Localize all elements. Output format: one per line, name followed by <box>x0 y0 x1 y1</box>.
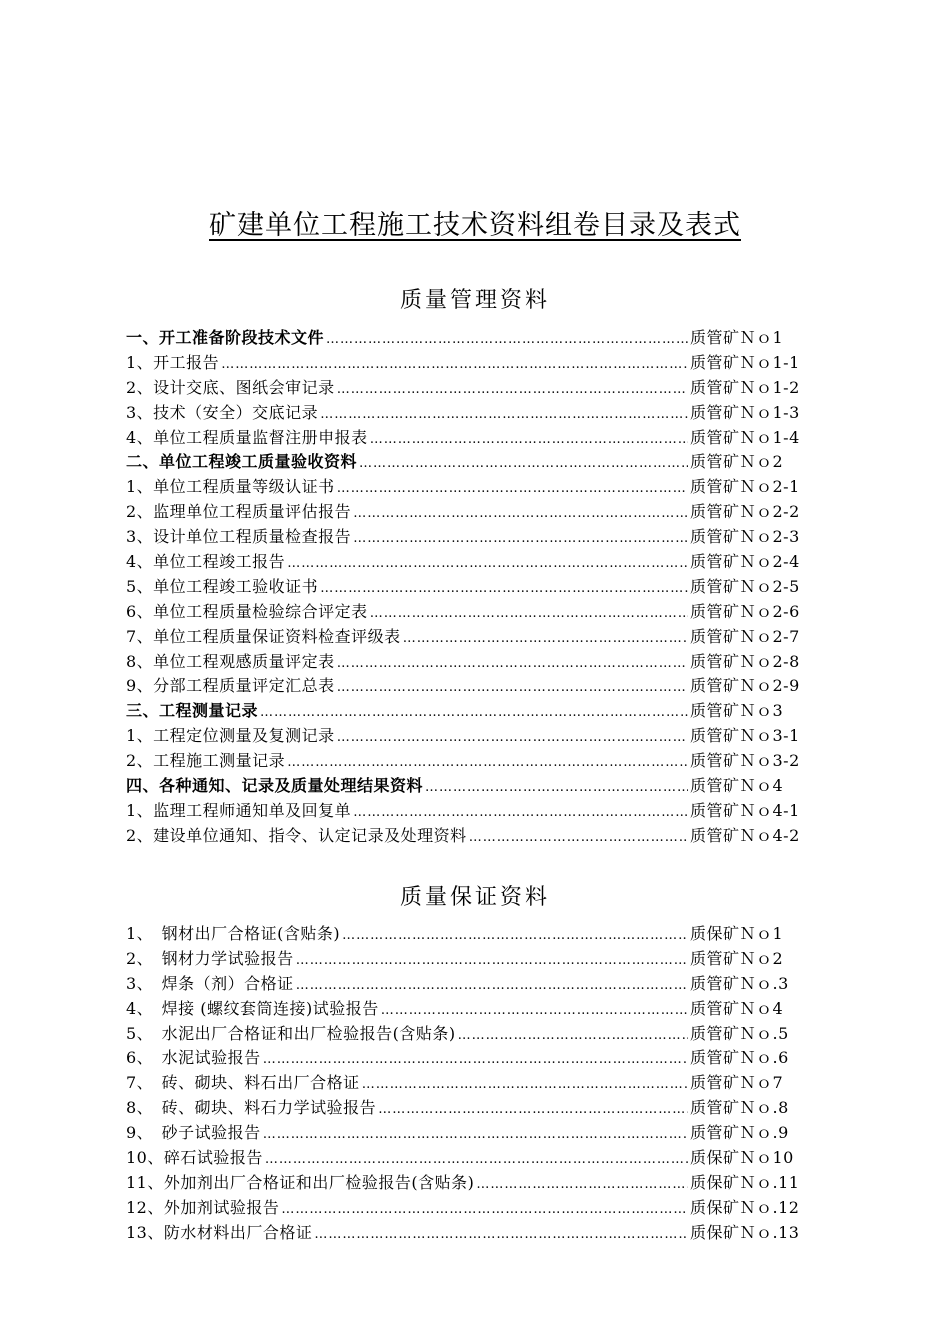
dot-leader <box>337 676 688 699</box>
toc-item-code: 质管矿Ｎｏ.5 <box>690 1023 789 1043</box>
toc-item-label: 二、单位工程竣工质量验收资料 <box>126 452 358 472</box>
toc-item-label: 13、防水材料出厂合格证 <box>126 1222 313 1242</box>
toc-item-code: 质管矿Ｎｏ4-2 <box>690 825 800 845</box>
toc-item-row <box>126 401 822 426</box>
dot-leader <box>263 1048 688 1071</box>
toc-item-row <box>126 724 822 749</box>
toc-item-row <box>126 1221 822 1246</box>
toc-item-row <box>126 575 822 600</box>
toc-item-label: 3、技术（安全）交底记录 <box>126 402 319 422</box>
toc-item-row <box>126 500 822 525</box>
toc-item-row <box>126 1071 822 1096</box>
toc-item-code: 质管矿Ｎｏ2-5 <box>690 576 800 596</box>
dot-leader <box>403 627 688 650</box>
toc-item-row <box>126 972 822 997</box>
toc-item-code: 质管矿Ｎｏ2-7 <box>690 626 800 646</box>
toc-item-code: 质管矿Ｎｏ4-1 <box>690 800 800 820</box>
toc-item-label: 1、监理工程师通知单及回复单 <box>126 800 352 820</box>
toc-item-label: 2、建设单位通知、指令、认定记录及处理资料 <box>126 825 467 845</box>
dot-leader <box>320 403 688 426</box>
toc-item-label: 4、 焊接 (螺纹套筒连接)试验报告 <box>126 998 379 1018</box>
toc-item-code: 质管矿Ｎｏ.9 <box>690 1123 789 1143</box>
toc-item-label: 9、分部工程质量评定汇总表 <box>126 676 335 696</box>
toc-item-code: 质管矿Ｎｏ1-4 <box>690 427 800 447</box>
toc-item-row <box>126 650 822 675</box>
dot-leader <box>265 1148 688 1171</box>
toc-item-row <box>126 1096 822 1121</box>
dot-leader <box>458 1024 688 1047</box>
toc-item-label: 三、工程测量记录 <box>126 701 259 721</box>
dot-leader <box>263 1123 688 1146</box>
toc-item-row <box>126 947 822 972</box>
dot-leader <box>378 1098 688 1121</box>
toc-item-code: 质保矿Ｎｏ.13 <box>690 1222 800 1242</box>
dot-leader <box>326 328 688 351</box>
toc-item-label: 10、碎石试验报告 <box>126 1148 263 1168</box>
toc-item-row <box>126 997 822 1022</box>
dot-leader <box>353 801 688 824</box>
toc-item-label: 2、工程施工测量记录 <box>126 751 286 771</box>
dot-leader <box>370 428 688 451</box>
dot-leader <box>337 378 688 401</box>
toc-item-code: 质保矿Ｎｏ10 <box>690 1148 794 1168</box>
toc-item-label: 6、单位工程质量检验综合评定表 <box>126 601 368 621</box>
toc-item-label: 8、单位工程观感质量评定表 <box>126 651 335 671</box>
toc-item-label: 5、 水泥出厂合格证和出厂检验报告(含贴条) <box>126 1023 456 1043</box>
toc-item-code: 质管矿Ｎｏ2-6 <box>690 601 800 621</box>
toc-item-label: 12、外加剂试验报告 <box>126 1197 280 1217</box>
toc-item-label: 9、 砂子试验报告 <box>126 1123 261 1143</box>
toc-item-code: 质管矿Ｎｏ2-4 <box>690 552 800 572</box>
dot-leader <box>296 949 688 972</box>
toc-item-label: 2、设计交底、图纸会审记录 <box>126 377 335 397</box>
toc-item-code: 质保矿Ｎｏ.11 <box>690 1172 800 1192</box>
toc-item-code: 质管矿Ｎｏ2-1 <box>690 477 800 497</box>
toc-item-row <box>126 824 822 849</box>
dot-leader <box>337 652 688 675</box>
toc-item-label: 4、单位工程质量监督注册申报表 <box>126 427 368 447</box>
toc-item-label: 1、开工报告 <box>126 352 220 372</box>
toc-item-code: 质管矿Ｎｏ4 <box>690 998 784 1018</box>
toc-heading-row <box>126 699 822 724</box>
toc-item-code: 质管矿Ｎｏ1-2 <box>690 377 800 397</box>
toc-item-label: 3、设计单位工程质量检查报告 <box>126 527 352 547</box>
dot-leader <box>281 1198 688 1221</box>
toc-item-row <box>126 475 822 500</box>
toc-item-label: 7、 砖、砌块、料石出厂合格证 <box>126 1073 360 1093</box>
toc-item-code: 质管矿Ｎｏ1-3 <box>690 402 800 422</box>
toc-item-code: 质管矿Ｎｏ.3 <box>690 973 789 993</box>
toc-item-code: 质管矿Ｎｏ1-1 <box>690 352 800 372</box>
toc-heading-row <box>126 774 822 799</box>
toc-item-row <box>126 1196 822 1221</box>
toc-item-label: 四、各种通知、记录及质量处理结果资料 <box>126 776 424 796</box>
toc-item-label: 2、 钢材力学试验报告 <box>126 948 294 968</box>
toc-item-code: 质管矿Ｎｏ3-2 <box>690 751 800 771</box>
toc-item-row <box>126 1121 822 1146</box>
dot-leader <box>469 826 688 849</box>
toc-item-row <box>126 1022 822 1047</box>
dot-leader <box>337 477 688 500</box>
toc-item-code: 质管矿Ｎｏ4 <box>690 776 784 796</box>
toc-item-label: 4、单位工程竣工报告 <box>126 552 286 572</box>
toc-item-row <box>126 749 822 774</box>
dot-leader <box>476 1173 688 1196</box>
dot-leader <box>353 527 688 550</box>
toc-item-row <box>126 376 822 401</box>
dot-leader <box>314 1223 688 1246</box>
toc-item-label: 一、开工准备阶段技术文件 <box>126 328 325 347</box>
toc-quality-assurance <box>126 922 822 1246</box>
dot-leader <box>296 974 688 997</box>
toc-item-row <box>126 550 822 575</box>
toc-item-code: 质管矿Ｎｏ2 <box>690 452 784 472</box>
toc-item-label: 3、 焊条（剂）合格证 <box>126 973 294 993</box>
toc-item-label: 2、监理单位工程质量评估报告 <box>126 502 352 522</box>
toc-heading-row <box>126 326 822 351</box>
toc-item-row <box>126 674 822 699</box>
dot-leader <box>260 701 688 724</box>
document-title: 矿建单位工程施工技术资料组卷目录及表式 <box>209 210 741 241</box>
toc-item-row <box>126 1171 822 1196</box>
toc-heading-row <box>126 450 822 475</box>
toc-item-code: 质管矿Ｎｏ2-2 <box>690 502 800 522</box>
dot-leader <box>342 924 688 947</box>
toc-item-code: 质管矿Ｎｏ2-8 <box>690 651 800 671</box>
dot-leader <box>359 452 688 475</box>
dot-leader <box>362 1073 688 1096</box>
toc-item-row <box>126 351 822 376</box>
toc-item-label: 7、单位工程质量保证资料检查评级表 <box>126 626 401 646</box>
toc-item-row <box>126 799 822 824</box>
toc-item-code: 质管矿Ｎｏ2 <box>690 948 784 968</box>
toc-item-label: 8、 砖、砌块、料石力学试验报告 <box>126 1098 377 1118</box>
dot-leader <box>287 552 688 575</box>
dot-leader <box>353 502 688 525</box>
toc-item-label: 6、 水泥试验报告 <box>126 1048 261 1068</box>
toc-item-code: 质保矿Ｎｏ1 <box>690 924 784 943</box>
toc-item-code: 质管矿Ｎｏ2-3 <box>690 527 800 547</box>
toc-item-label: 5、单位工程竣工验收证书 <box>126 576 319 596</box>
toc-item-code: 质保矿Ｎｏ.12 <box>690 1197 800 1217</box>
toc-item-row <box>126 600 822 625</box>
toc-item-label: 1、工程定位测量及复测记录 <box>126 726 335 746</box>
toc-item-code: 质管矿Ｎｏ.8 <box>690 1098 789 1118</box>
toc-item-label: 1、单位工程质量等级认证书 <box>126 477 335 497</box>
toc-item-row <box>126 525 822 550</box>
toc-item-code: 质管矿Ｎｏ2-9 <box>690 676 800 696</box>
dot-leader <box>320 577 688 600</box>
toc-item-row <box>126 1146 822 1171</box>
toc-item-row <box>126 922 822 947</box>
toc-item-row <box>126 625 822 650</box>
toc-item-row <box>126 426 822 451</box>
section-title-quality-assurance: 质量保证资料 <box>399 885 550 910</box>
dot-leader <box>425 776 688 799</box>
toc-item-row <box>126 1046 822 1071</box>
dot-leader <box>221 353 688 376</box>
toc-item-label: 11、外加剂出厂合格证和出厂检验报告(含贴条) <box>126 1172 475 1192</box>
toc-item-code: 质管矿Ｎｏ1 <box>690 328 784 347</box>
dot-leader <box>370 602 688 625</box>
dot-leader <box>337 726 688 749</box>
toc-quality-management <box>126 326 822 849</box>
toc-item-code: 质管矿Ｎｏ3 <box>690 701 784 721</box>
toc-item-code: 质管矿Ｎｏ7 <box>690 1073 784 1093</box>
toc-item-label: 1、 钢材出厂合格证(含贴条) <box>126 924 341 943</box>
dot-leader <box>287 751 688 774</box>
dot-leader <box>381 999 688 1022</box>
toc-item-code: 质管矿Ｎｏ3-1 <box>690 726 800 746</box>
toc-item-code: 质管矿Ｎｏ.6 <box>690 1048 789 1068</box>
section-title-quality-management: 质量管理资料 <box>399 288 550 313</box>
